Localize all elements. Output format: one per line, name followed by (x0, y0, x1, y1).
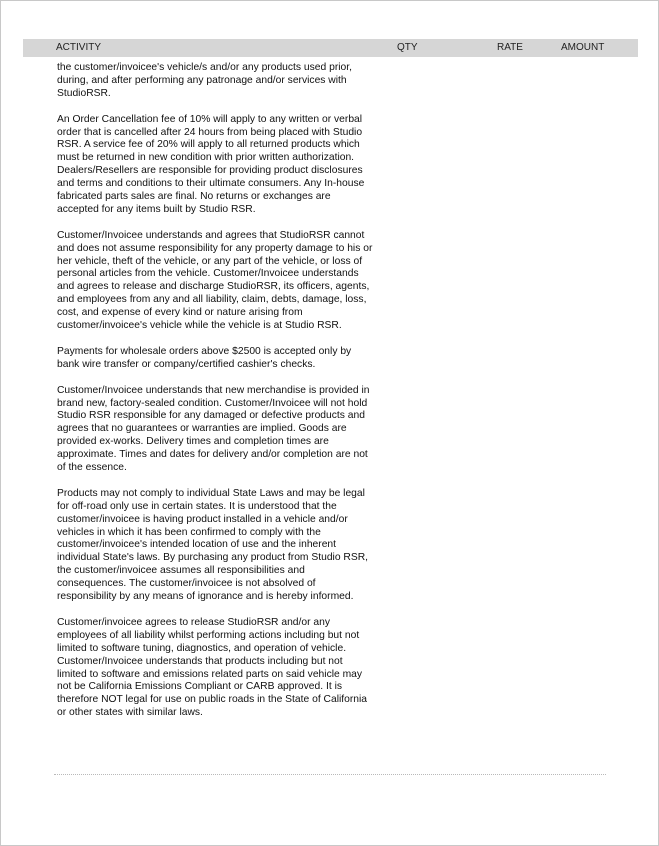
column-header-amount: AMOUNT (561, 42, 605, 53)
terms-paragraph: Customer/Invoicee understands that new merchandise is provided in brand new, factory-sealed condition. Customer/Invoicee will not hold Studio RSR responsible for any damaged or defective products and agrees that no guarantees or warranties are implied. Goods are provided ex-works. Delivery times and completion times are approximate. Times and dates for delivery and/or completion are not of the essence. (57, 384, 370, 474)
column-header-qty: QTY (397, 42, 418, 53)
terms-and-conditions (57, 62, 373, 720)
terms-paragraph: Payments for wholesale orders above $2500 is accepted only by bank wire transfer or company/certified cashier's checks. (57, 345, 352, 370)
terms-paragraph: An Order Cancellation fee of 10% will apply to any written or verbal order that is cancelled after 24 hours from being placed with Studio RSR. A service fee of 20% will apply to all returned products which must be returned in new condition with prior written authorization. Dealers/Resellers are responsible for providing product disclosures and terms and conditions to their ultimate consumers. Any In-house fabricated parts sales are final. No returns or exchanges are accepted for any items built by Studio RSR. (57, 113, 365, 215)
terms-paragraph: the customer/invoicee's vehicle/s and/or any products used prior, during, and after performing any patronage and/or services with StudioRSR. (57, 62, 353, 99)
dotted-divider (54, 774, 606, 775)
terms-paragraph: Customer/Invoicee understands and agrees that StudioRSR cannot and does not assume responsibility for any property damage to his or her vehicle, theft of the vehicle, or any part of the vehicle, or loss of personal articles from the vehicle. Customer/Invoicee understands and agrees to release and discharge StudioRSR, its officers, agents, and employees from any and all liability, claim, debts, damage, loss, cost, and expense of every kind or nature arising from customer/invoicee's vehicle while the vehicle is at Studio RSR. (57, 229, 373, 332)
table-header (23, 39, 638, 57)
column-header-rate: RATE (497, 42, 523, 53)
column-header-activity: ACTIVITY (56, 42, 102, 53)
terms-paragraph: Products may not comply to individual State Laws and may be legal for off-road only use in certain states. It is understood that the customer/invoicee is having product installed in a vehicle and/or vehicles in which it has been confirmed to comply with the customer/invoicee's intended location of use and the inherent individual State's laws. By purchasing any product from Studio RSR, the customer/invoicee assumes all responsibilities and consequences. The customer/invoicee is not absolved of responsibility by any means of ignorance and is hereby informed. (57, 487, 369, 603)
terms-paragraph: Customer/invoicee agrees to release StudioRSR and/or any employees of all liability whilst performing actions including but not limited to software tuning, diagnostics, and operation of vehicle. Customer/Invoicee understands that products including but not limited to software and emissions related parts on said vehicle may not be California Emissions Compliant or CARB approved. It is therefore NOT legal for use on public roads in the State of California or other states with similar laws. (57, 616, 368, 719)
